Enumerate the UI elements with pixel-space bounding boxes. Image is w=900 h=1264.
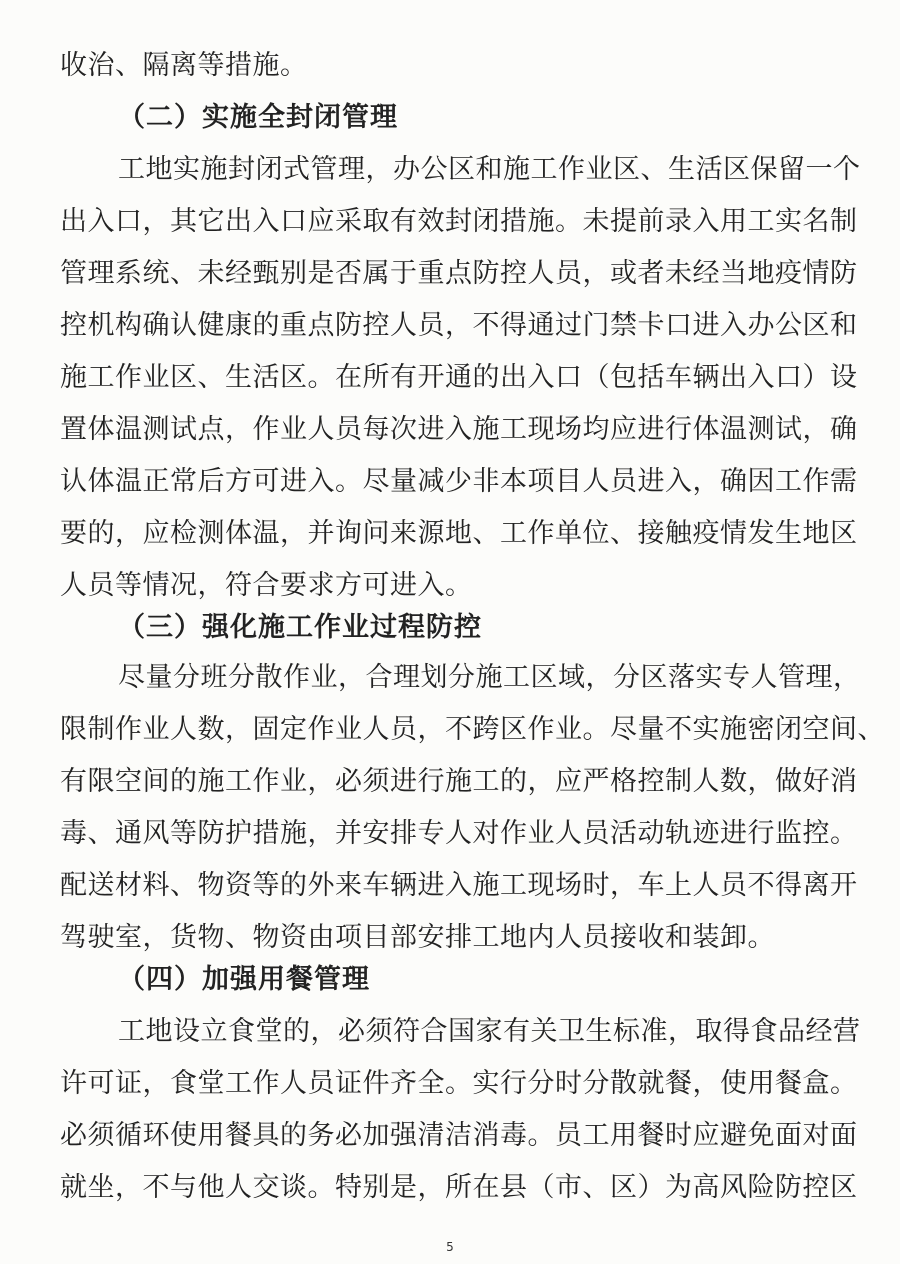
text-line: 出入口，其它出入口应采取有效封闭措施。未提前录入用工实名制 — [60, 206, 858, 237]
text-line: 配送材料、物资等的外来车辆进入施工现场时，车上人员不得离开 — [60, 870, 858, 901]
section-heading-3: （三）强化施工作业过程防控 — [118, 612, 482, 643]
section-heading-4: （四）加强用餐管理 — [118, 964, 370, 995]
page-number: 5 — [446, 1240, 454, 1254]
text-line: 就坐，不与他人交谈。特别是，所在县（市、区）为高风险防控区 — [60, 1172, 858, 1203]
section-heading-2: （二）实施全封闭管理 — [118, 102, 398, 133]
text-line: 工地设立食堂的，必须符合国家有关卫生标准，取得食品经营 — [118, 1016, 861, 1047]
text-line: 认体温正常后方可进入。尽量减少非本项目人员进入，确因工作需 — [60, 466, 858, 497]
text-line: 许可证，食堂工作人员证件齐全。实行分时分散就餐，使用餐盒。 — [60, 1068, 858, 1099]
text-line: 置体温测试点，作业人员每次进入施工现场均应进行体温测试，确 — [60, 414, 858, 445]
text-line: 限制作业人数，固定作业人员，不跨区作业。尽量不实施密闭空间、 — [60, 714, 885, 745]
text-line: 收治、隔离等措施。 — [60, 50, 308, 81]
text-line: 要的，应检测体温，并询问来源地、工作单位、接触疫情发生地区 — [60, 518, 858, 549]
text-line: 工地实施封闭式管理，办公区和施工作业区、生活区保留一个 — [118, 154, 861, 185]
text-line: 有限空间的施工作业，必须进行施工的，应严格控制人数，做好消 — [60, 766, 858, 797]
text-line: 施工作业区、生活区。在所有开通的出入口（包括车辆出入口）设 — [60, 362, 858, 393]
text-line: 人员等情况，符合要求方可进入。 — [60, 570, 473, 601]
text-line: 控机构确认健康的重点防控人员，不得通过门禁卡口进入办公区和 — [60, 310, 858, 341]
text-line: 驾驶室，货物、物资由项目部安排工地内人员接收和装卸。 — [60, 922, 775, 953]
text-line: 毒、通风等防护措施，并安排专人对作业人员活动轨迹进行监控。 — [60, 818, 858, 849]
text-line: 尽量分班分散作业，合理划分施工区域，分区落实专人管理， — [118, 662, 861, 693]
text-line: 必须循环使用餐具的务必加强清洁消毒。员工用餐时应避免面对面 — [60, 1120, 858, 1151]
text-line: 管理系统、未经甄别是否属于重点防控人员，或者未经当地疫情防 — [60, 258, 858, 289]
